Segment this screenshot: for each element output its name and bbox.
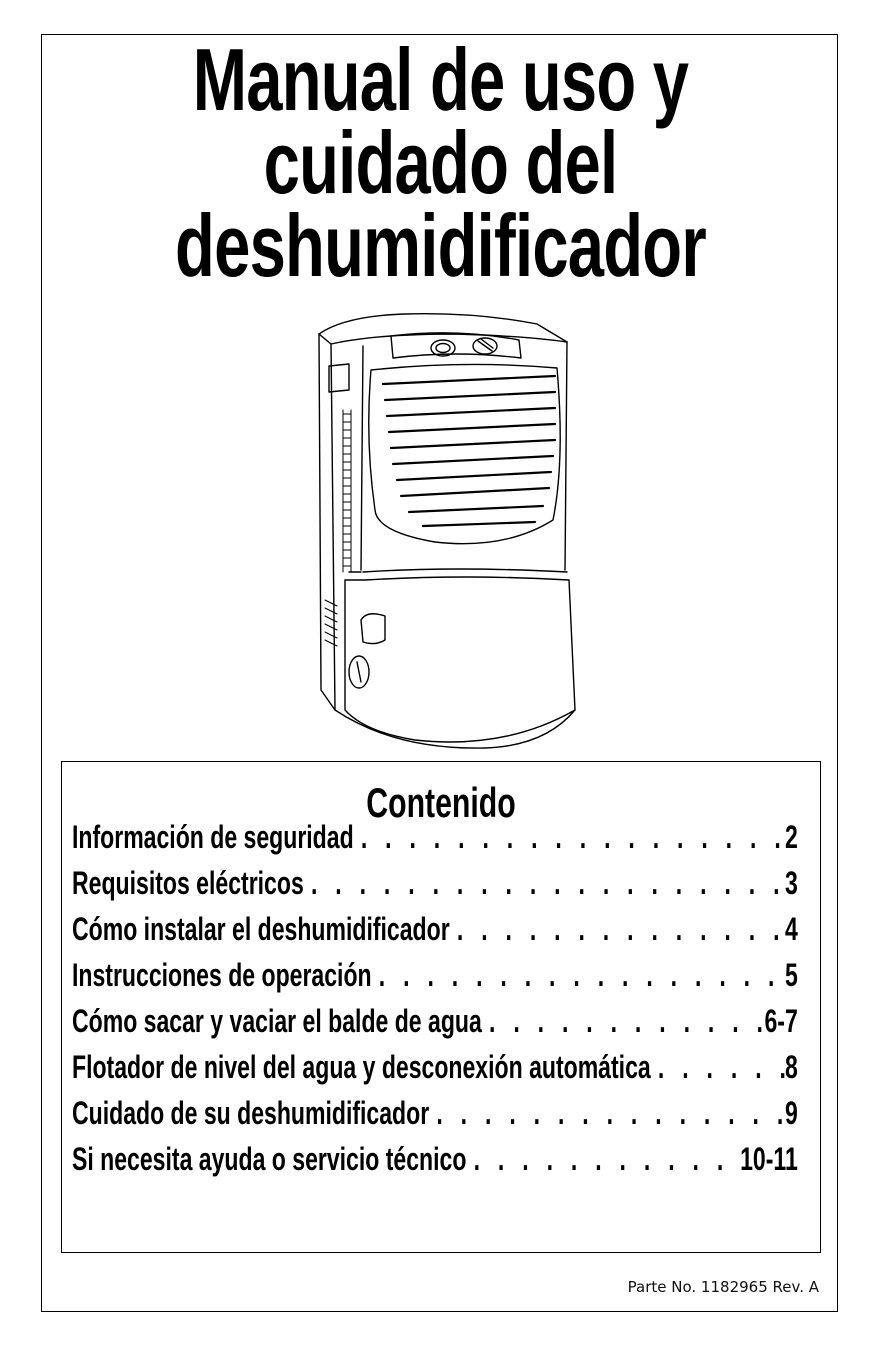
toc-entry[interactable] [72,860,798,906]
toc-entry-page: 10-11 [740,1141,798,1177]
toc-leader-dots [651,1044,785,1090]
toc-entry-page: 2 [784,819,798,855]
toc-entry-label: Cómo instalar el deshumidificador [72,911,450,947]
toc-entry-label: Flotador de nivel del agua y desconexión automática [72,1049,651,1085]
toc-entry[interactable] [72,1136,798,1182]
toc-entry-page: 5 [784,957,798,993]
contents-heading: Contenido [366,779,516,826]
contents-box [61,761,821,1253]
toc-entry-label: Cuidado de su deshumidificador [72,1095,430,1131]
toc-leader-dots [429,1090,785,1136]
toc-leader-dots [450,906,785,952]
toc-entry-label: Si necesita ayuda o servicio técnico [72,1141,467,1177]
toc-entry[interactable] [72,1044,798,1090]
title-line-2: cuidado del [263,113,618,212]
toc-entry-page: 8 [784,1049,798,1085]
toc-leader-dots [466,1136,740,1182]
toc-entry-label: Instrucciones de operación [72,957,372,993]
part-number: Parte No. 1182965 Rev. A [627,1278,819,1296]
toc-entry-label: Cómo sacar y vaciar el balde de agua [72,1003,482,1039]
toc-entry[interactable] [72,814,798,860]
document-title [0,30,881,295]
toc-entry-page: 6-7 [764,1003,798,1039]
toc-leader-dots [482,998,765,1044]
title-line-3: deshumidificador [175,196,706,295]
toc-entry[interactable] [72,906,798,952]
title-line-1: Manual de uso y [192,30,689,129]
toc-leader-dots [354,814,785,860]
toc-entry-page: 3 [784,865,798,901]
toc-leader-dots [304,860,785,906]
dehumidifier-illustration-icon [305,310,597,760]
toc-entry[interactable] [72,952,798,998]
toc-entry-page: 4 [784,911,798,947]
toc-entry[interactable] [72,1090,798,1136]
toc-entry-page: 9 [784,1095,798,1131]
toc-entry-label: Requisitos eléctricos [72,865,304,901]
contents-list [72,814,798,1182]
toc-entry[interactable] [72,998,798,1044]
toc-entry-label: Información de seguridad [72,819,354,855]
toc-leader-dots [372,952,785,998]
